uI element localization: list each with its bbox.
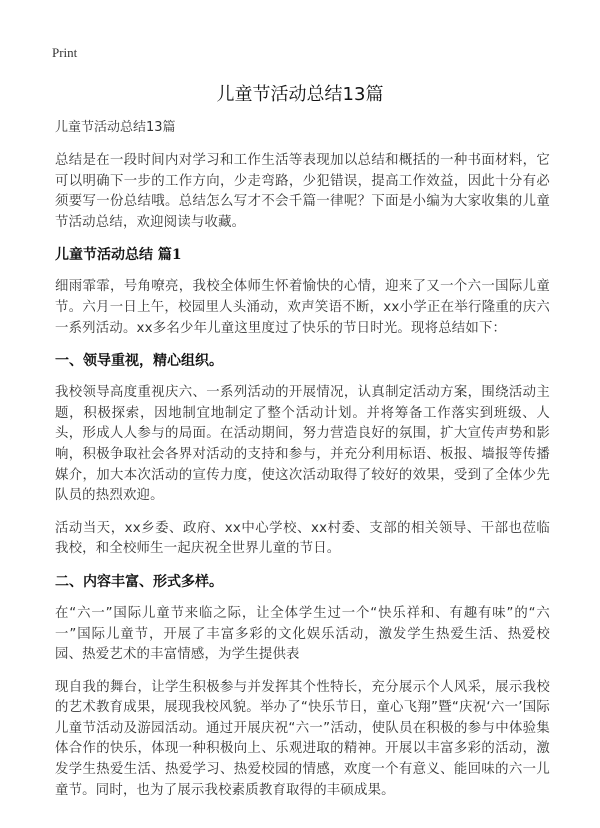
section-2-heading: 二、内容丰富、形式多样。 [55, 573, 223, 590]
paragraph-4: 在“六一”国际儿童节来临之际，让全体学生过一个“快乐祥和、有趣有味”的“六一”国际儿童节，开展了丰富多彩的文化娱乐活动，激发学生热爱生活、热爱校园、热爱艺术的丰富情感，为学生提供表 [55, 605, 550, 663]
paragraph-2: 我校领导高度重视庆六、一系列活动的开展情况，认真制定活动方案，围绕活动主题，积极探索，因地制宜地制定了整个活动计划。并将筹备工作落实到班级、人头，形成人人参与的局面。在活动期间，努力营造良好的氛围，扩大宣传声势和影响，积极争取社会各界对活动的支持和参与，并充分利用标语、板报、墙报等传播媒介，加大本次活动的宣传力度，使这次活动取得了较好的效果，受到了全体少先队员的热烈欢迎。 [55, 385, 550, 504]
paragraph-1: 细雨霏霏，号角嘹亮，我校全体师生怀着愉快的心情，迎来了又一个六一国际儿童节。六月一日上午，校园里人头涌动，欢声笑语不断，xx小学正在举行隆重的庆六一系列活动。xx多名少年儿童这里度过了快乐的节日时光。现将总结如下： [55, 279, 550, 336]
document-title: 儿童节活动总结13篇 [216, 84, 384, 105]
section-1-heading: 一、领导重视，精心组织。 [55, 353, 223, 370]
print-label: Print [52, 45, 78, 60]
paragraph-3: 活动当天，xx乡委、政府、xx中心学校、xx村委、支部的相关领导、干部也莅临我校，和全校师生一起庆祝全世界儿童的节日。 [55, 520, 550, 557]
document-subtitle: 儿童节活动总结13篇 [55, 120, 176, 135]
article-heading: 儿童节活动总结 篇1 [55, 247, 182, 264]
document-body [55, 118, 550, 813]
paragraph-5: 现自我的舞台，让学生积极参与并发挥其个性特长，充分展示个人风采，展示我校的艺术教育成果，展现我校风貌。举办了“快乐节日，童心飞翔”暨“庆祝‘六一’国际儿童节活动及游园活动。通过开展庆祝“六一”活动，使队员在积极的参与中体验集体合作的快乐，体现一种积极向上、乐观进取的精神。开展以丰富多彩的活动，激发学生热爱生活、热爱学习、热爱校园的情感，欢度一个有意义、能回味的六一儿童节。同时，也为了展示我校素质教育取得的丰硕成果。 [55, 679, 550, 798]
intro-paragraph: 总结是在一段时间内对学习和工作生活等表现加以总结和概括的一种书面材料，它可以明确下一步的工作方向，少走弯路，少犯错误，提高工作效益，因此十分有必须要写一份总结哦。总结怎么写才不会千篇一律呢？下面是小编为大家收集的儿童节活动总结，欢迎阅读与收藏。 [55, 153, 550, 230]
